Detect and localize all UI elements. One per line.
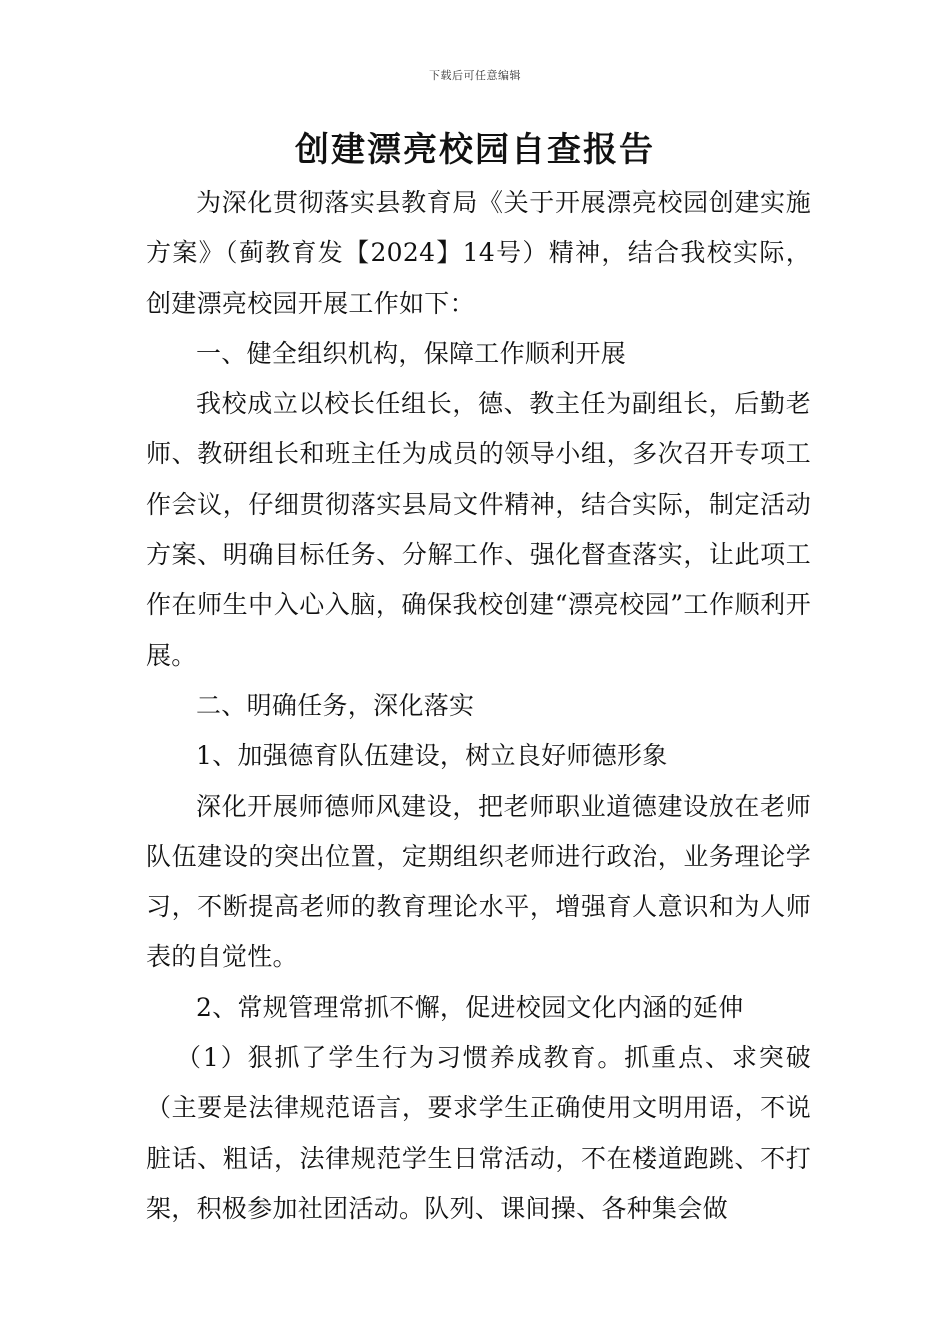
heading-section-1: 一、健全组织机构，保障工作顺利开展 <box>196 338 627 368</box>
heading-item-2: 2、常规管理常抓不懈，促进校园文化内涵的延伸 <box>196 992 744 1022</box>
paragraph-organization: 我校成立以校长任组长，德、教主任为副组长，后勤老师、教研组长和班主任为成员的领导小组，多次召开专项工作会议，仔细贯彻落实县局文件精神，结合实际，制定活动方案、明确目标任务、分解工作、强化督查落实，让此项工作在师生中入心入脑，确保我校创建“漂亮校园”工作顺利开展。 <box>146 389 811 670</box>
document-body <box>146 178 811 1234</box>
document-title: 创建漂亮校园自查报告 <box>295 130 655 170</box>
paragraph-intro: 为深化贯彻落实县教育局《关于开展漂亮校园创建实施方案》（蓟教育发【2024】14号）精神，结合我校实际，创建漂亮校园开展工作如下： <box>146 188 811 318</box>
heading-section-2: 二、明确任务，深化落实 <box>196 690 475 720</box>
heading-item-1: 1、加强德育队伍建设，树立良好师德形象 <box>196 741 668 771</box>
header-note: 下载后可任意编辑 <box>429 69 521 82</box>
paragraph-student-habits: （1）狠抓了学生行为习惯养成教育。抓重点、求突破（主要是法律规范语言，要求学生正确使用文明用语，不说脏话、粗话，法律规范学生日常活动，不在楼道跑跳、不打架，积极参加社团活动。队列、课间操、各种集会做 <box>146 1043 811 1223</box>
paragraph-teacher-ethics: 深化开展师德师风建设，把老师职业道德建设放在老师队伍建设的突出位置，定期组织老师进行政治，业务理论学习，不断提高老师的教育理论水平，增强育人意识和为人师表的自觉性。 <box>146 791 811 972</box>
